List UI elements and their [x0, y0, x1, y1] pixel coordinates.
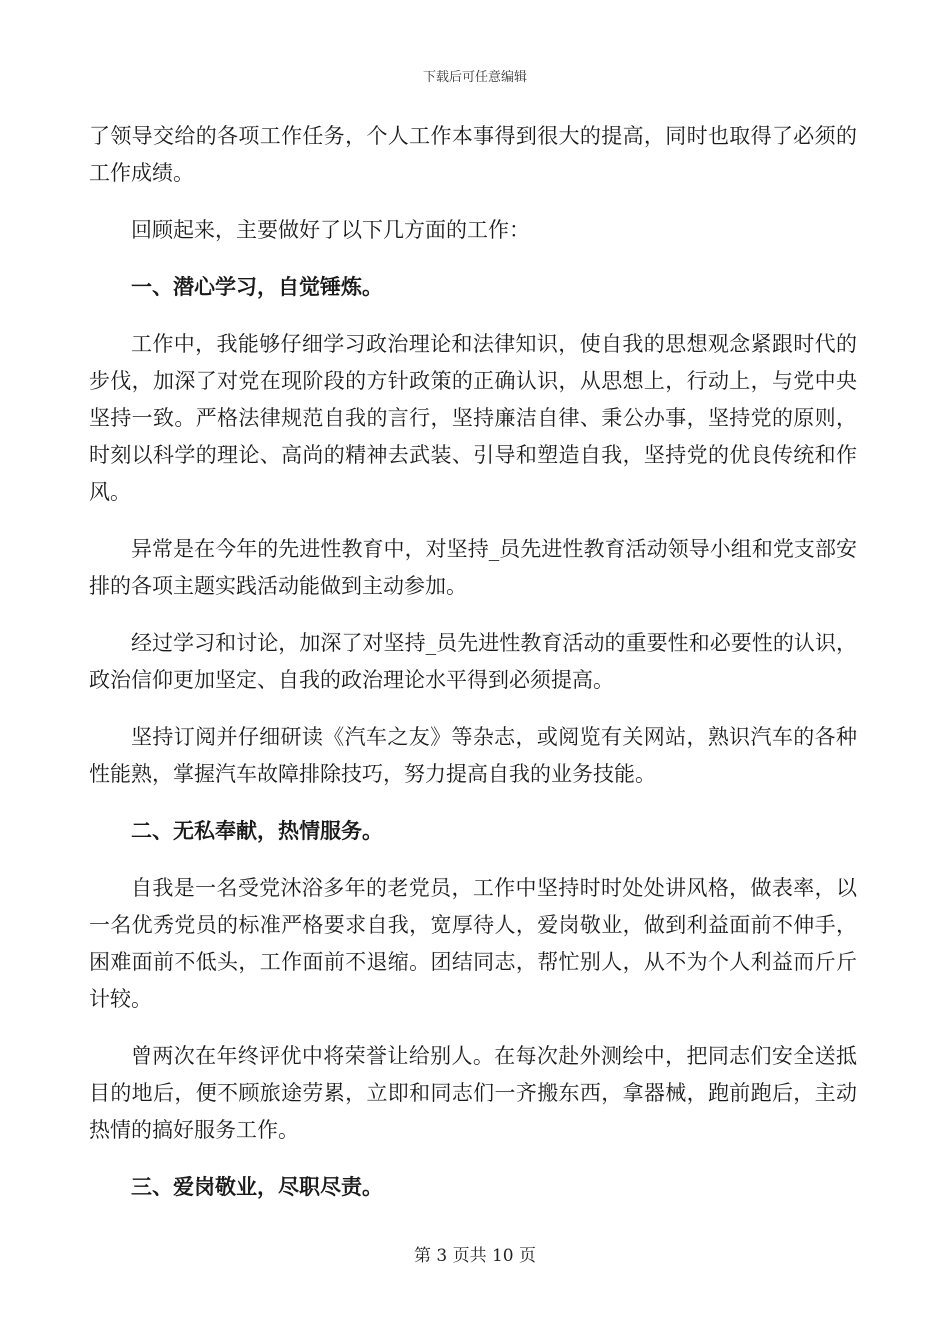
- page-header: 下载后可任意编辑: [422, 70, 527, 85]
- section-heading-2: 二、无私奉献，热情服务。: [131, 819, 383, 843]
- document-body: [89, 118, 857, 1226]
- paragraph-continuation: 了领导交给的各项工作任务，个人工作本事得到很大的提高，同时也取得了必须的工作成绩。: [89, 124, 857, 185]
- paragraph-discussion: 经过学习和讨论，加深了对坚持_员先进性教育活动的重要性和必要性的认识，政治信仰更加坚定、自我的政治理论水平得到必须提高。: [89, 631, 857, 692]
- paragraph-study: 工作中，我能够仔细学习政治理论和法律知识，使自我的思想观念紧跟时代的步伐，加深了对党在现阶段的方针政策的正确认识，从思想上，行动上，与党中央坚持一致。严格法律规范自我的言行，坚持廉洁自律、秉公办事，坚持党的原则，时刻以科学的理论、高尚的精神去武装、引导和塑造自我，坚持党的优良传统和作风。: [89, 332, 857, 504]
- paragraph-education: 异常是在今年的先进性教育中，对坚持_员先进性教育活动领导小组和党支部安排的各项主题实践活动能做到主动参加。: [89, 537, 857, 598]
- paragraph-service: 曾两次在年终评优中将荣誉让给别人。在每次赴外测绘中，把同志们安全送抵目的地后，便不顾旅途劳累，立即和同志们一齐搬东西，拿器械，跑前跑后，主动热情的搞好服务工作。: [89, 1044, 857, 1142]
- section-heading-1: 一、潜心学习，自觉锤炼。: [131, 275, 383, 299]
- paragraph-dedication: 自我是一名受党沐浴多年的老党员，工作中坚持时时处处讲风格，做表率，以一名优秀党员的标准严格要求自我，宽厚待人，爱岗敬业，做到利益面前不伸手，困难面前不低头，工作面前不退缩。团结同志，帮忙别人，从不为个人利益而斤斤计较。: [89, 876, 857, 1011]
- paragraph-intro: 回顾起来，主要做好了以下几方面的工作：: [131, 218, 530, 242]
- page-number: 第 3 页共 10 页: [413, 1246, 537, 1266]
- section-heading-3: 三、爱岗敬业，尽职尽责。: [131, 1175, 383, 1199]
- paragraph-reading: 坚持订阅并仔细研读《汽车之友》等杂志，或阅览有关网站，熟识汽车的各种性能熟，掌握汽车故障排除技巧，努力提高自我的业务技能。: [89, 725, 857, 786]
